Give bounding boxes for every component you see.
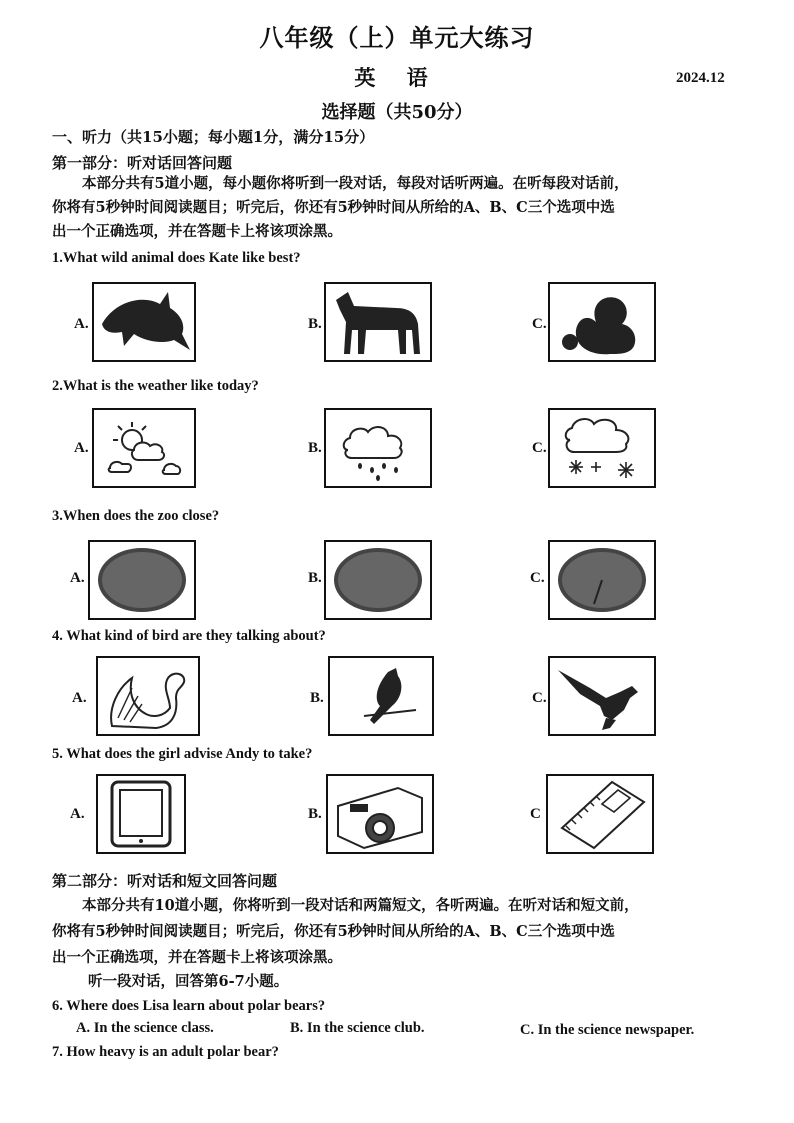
q6-option-b[interactable]: B. In the science club. [290,1020,425,1036]
swan-icon [98,658,198,734]
q5-option-b-camera-image[interactable] [326,774,434,854]
q4-option-c-eagle-image[interactable] [548,656,656,736]
part2-sub-instruction: 听一段对话，回答第6-7小题。 [88,973,289,990]
part2-instruction-line1: 本部分共有10道小题，你将听到一段对话和两篇短文，各听两遍。在听对话和短文前， [82,897,639,914]
snow-cloud-icon [550,410,654,486]
q2-option-a-label: A. [74,440,89,456]
squirrel-icon [550,284,654,360]
exam-date: 2024.12 [676,70,725,86]
part2-heading: 第二部分：听对话和短文回答问题 [52,872,278,890]
dolphin-icon [94,284,194,360]
q1-option-a-label: A. [74,316,89,332]
question-4: 4. What kind of bird are they talking about? [52,628,326,644]
q1-option-a-dolphin-image[interactable] [92,282,196,362]
q5-option-a-label: A. [70,806,85,822]
clock-icon [90,542,194,618]
question-5: 5. What does the girl advise Andy to take? [52,746,313,762]
q4-option-b-bird-image[interactable] [328,656,434,736]
q5-option-c-label: C [530,806,541,822]
rain-cloud-icon [326,410,430,486]
q1-option-c-squirrel-image[interactable] [548,282,656,362]
q4-option-c-label: C. [532,690,547,706]
question-6: 6. Where does Lisa learn about polar bears? [52,998,326,1014]
q3-option-b-label: B. [308,570,322,586]
q3-option-a-clock-image[interactable] [88,540,196,620]
listening-heading: 一、听力（共15小题；每小题1分，满分15分） [52,128,375,146]
clock-icon [326,542,430,618]
q3-option-b-clock-image[interactable] [324,540,432,620]
q2-option-c-snowy-image[interactable] [548,408,656,488]
q2-option-b-rainy-image[interactable] [324,408,432,488]
subject-title: 英 语 [354,65,440,90]
camera-icon [328,776,432,852]
clock-icon [550,542,654,618]
q1-option-b-label: B. [308,316,322,332]
eagle-icon [550,658,654,734]
sun-cloud-icon [94,410,194,486]
q3-option-a-label: A. [70,570,85,586]
part1-heading: 第一部分：听对话回答问题 [52,154,233,172]
q5-option-c-notebook-image[interactable] [546,774,654,854]
q6-option-c[interactable]: C. In the science newspaper. [520,1022,695,1038]
tablet-icon [98,776,184,852]
q6-option-a[interactable]: A. In the science class. [76,1020,214,1036]
part2-instruction-line3: 出一个正确选项，并在答题卡上将该项涂黑。 [52,949,342,966]
notebook-icon [548,776,652,852]
part1-instruction-line1: 本部分共有5道小题，每小题你将听到一段对话，每段对话听两遍。在听每段对话前， [82,175,629,192]
q4-option-b-label: B. [310,690,324,706]
part1-instruction-line3: 出一个正确选项，并在答题卡上将该项涂黑。 [52,223,342,240]
part2-instruction-line2: 你将有5秒钟时间阅读题目；听完后，你还有5秒钟时间从所给的A、B、C三个选项中选 [52,923,615,940]
q3-option-c-clock-image[interactable] [548,540,656,620]
section-title: 选择题（共50分） [321,102,473,123]
q1-option-b-zebra-image[interactable] [324,282,432,362]
q4-option-a-swan-image[interactable] [96,656,200,736]
zebra-icon [326,284,430,360]
question-3: 3.When does the zoo close? [52,508,220,524]
q2-option-c-label: C. [532,440,547,456]
q2-option-a-sunny-image[interactable] [92,408,196,488]
question-7: 7. How heavy is an adult polar bear? [52,1044,279,1060]
q5-option-a-tablet-image[interactable] [96,774,186,854]
q1-option-c-label: C. [532,316,547,332]
page-title: 八年级（上）单元大练习 [259,23,535,52]
q5-option-b-label: B. [308,806,322,822]
q3-option-c-label: C. [530,570,545,586]
question-2: 2.What is the weather like today? [52,378,259,394]
q4-option-a-label: A. [72,690,87,706]
question-1: 1.What wild animal does Kate like best? [52,250,301,266]
bird-icon [330,658,432,734]
q2-option-b-label: B. [308,440,322,456]
part1-instruction-line2: 你将有5秒钟时间阅读题目；听完后，你还有5秒钟时间从所给的A、B、C三个选项中选 [52,199,615,216]
